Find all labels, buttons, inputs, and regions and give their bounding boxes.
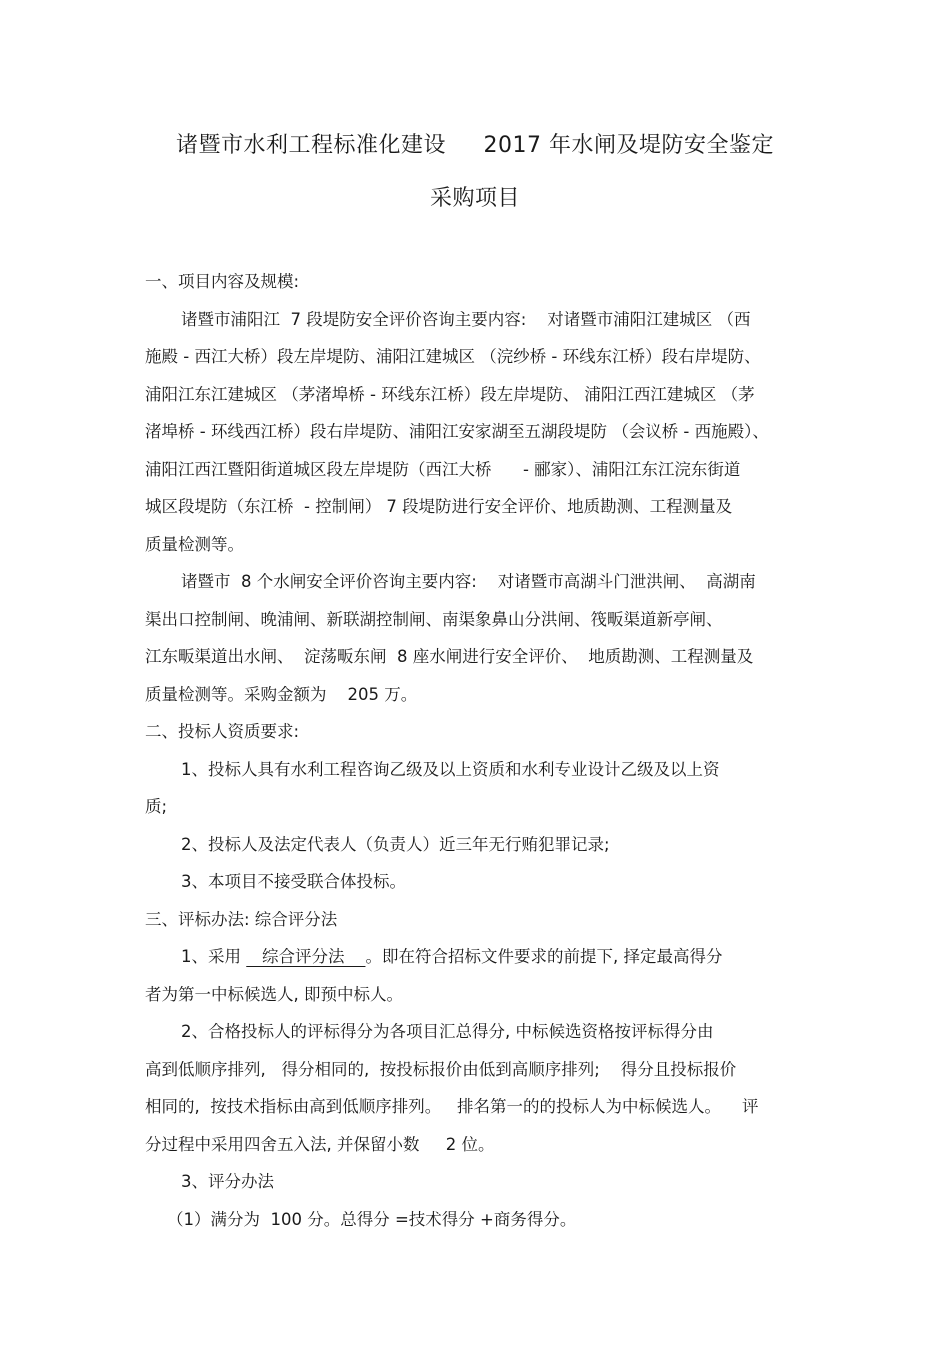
paragraph-line: 城区段堤防（东江桥 - 控制闸） 7 段堤防进行安全评价、地质勘测、工程测量及	[145, 497, 733, 516]
paragraph-line: 1、投标人具有水利工程咨询乙级及以上资质和水利专业设计乙级及以上资	[181, 759, 720, 779]
paragraph-line: 浦阳江西江暨阳街道城区段左岸堤防（西江大桥 - 郦家）、浦阳江东江浣东街道	[145, 459, 741, 479]
method-suffix: 。即在符合招标文件要求的前提下, 择定最高得分	[365, 947, 723, 966]
section-heading-2: 二、投标人资质要求:	[145, 722, 300, 741]
paragraph-line: 施殿 - 西江大桥）段左岸堤防、浦阳江建城区 （浣纱桥 - 环线东江桥）段右岸堤防、	[145, 347, 761, 366]
paragraph-line: 3、评分办法	[181, 1172, 274, 1191]
section-heading-3: 三、评标办法: 综合评分法	[145, 909, 338, 929]
paragraph-line: 者为第一中标候选人, 即预中标人。	[145, 984, 403, 1004]
paragraph-line: 高到低顺序排列, 得分相同的, 按投标报价由低到高顺序排列; 得分且投标报价	[145, 1059, 737, 1079]
document-title-line-1: 诸暨市水利工程标准化建设 2017 年水闸及堤防安全鉴定	[176, 133, 774, 158]
paragraph-line: 2、合格投标人的评标得分为各项目汇总得分, 中标候选资格按评标得分由	[181, 1022, 714, 1041]
method-prefix: 1、采用	[181, 947, 247, 966]
paragraph-line: 质量检测等。采购金额为 205 万。	[145, 684, 418, 704]
paragraph-line: 浦阳江东江建城区 （茅渚埠桥 - 环线东江桥）段左岸堤防、 浦阳江西江建城区 （茅	[145, 384, 755, 404]
paragraph-line: 3、本项目不接受联合体投标。	[181, 872, 406, 891]
paragraph-line: 江东畈渠道出水闸、 淀荡畈东闸 8 座水闸进行安全评价、 地质勘测、工程测量及	[145, 647, 754, 666]
paragraph-line: 渠出口控制闸、晚浦闸、新联湖控制闸、南渠象鼻山分洪闸、筏畈渠道新亭闸、	[145, 609, 723, 629]
paragraph-line: 2、投标人及法定代表人（负责人）近三年无行贿犯罪记录;	[181, 834, 610, 854]
paragraph-line: 相同的, 按技术指标由高到低顺序排列。 排名第一的的投标人为中标候选人。 评	[145, 1097, 759, 1116]
paragraph-line	[145, 938, 810, 976]
paragraph-line: （1）满分为 100 分。总得分 =技术得分 +商务得分。	[167, 1209, 577, 1229]
document-title-line-2: 采购项目	[429, 186, 520, 211]
paragraph-line: 质;	[145, 797, 168, 816]
paragraph-line: 渚埠桥 - 环线西江桥）段右岸堤防、浦阳江安家湖至五湖段堤防 （会议桥 - 西施殿）、	[145, 422, 769, 441]
document-body	[145, 263, 810, 1238]
method-underlined: 综合评分法	[246, 947, 366, 966]
section-heading-1: 一、项目内容及规模:	[145, 272, 300, 291]
paragraph-line: 诸暨市浦阳江 7 段堤防安全评价咨询主要内容: 对诸暨市浦阳江建城区 （西	[181, 309, 751, 329]
paragraph-line: 分过程中采用四舍五入法, 并保留小数 2 位。	[145, 1134, 495, 1154]
paragraph-line: 诸暨市 8 个水闸安全评价咨询主要内容: 对诸暨市高湖斗门泄洪闸、 高湖南	[181, 572, 756, 591]
paragraph-line: 质量检测等。	[145, 534, 244, 554]
